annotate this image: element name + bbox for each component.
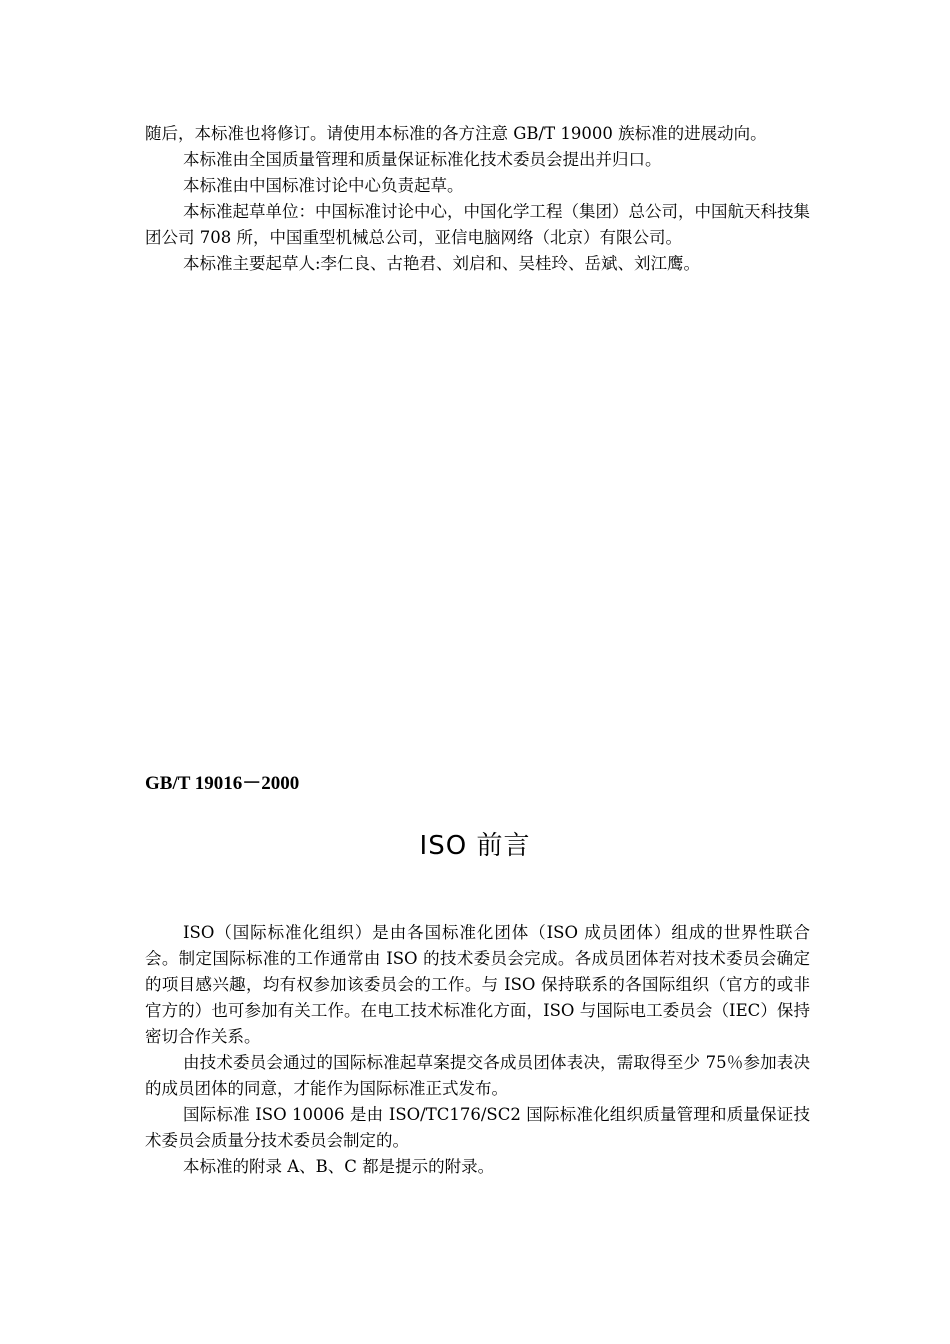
standard-code: GB/T 19016－2000 (145, 773, 300, 794)
paragraph-proposer: 本标准由全国质量管理和质量保证标准化技术委员会提出并归口。 (183, 150, 662, 169)
paragraph-iso-10006: 国际标准 ISO 10006 是由 ISO/TC176/SC2 国际标准化组织质量管理和质量保证技术委员会质量分技术委员会制定的。 (145, 1105, 810, 1150)
iso-foreword-body (145, 920, 810, 1180)
preface-continuation (145, 121, 810, 277)
paragraph-main-drafters: 本标准主要起草人:李仁良、古艳君、刘启和、吴桂玲、岳斌、刘江鹰。 (183, 254, 701, 273)
paragraph-drafter: 本标准由中国标准讨论中心负责起草。 (183, 176, 464, 195)
paragraph-annexes: 本标准的附录 A、B、C 都是提示的附录。 (183, 1157, 495, 1176)
paragraph-drafting-units: 本标准起草单位：中国标准讨论中心，中国化学工程（集团）总公司，中国航天科技集团公司 708 所，中国重型机械总公司，亚信电脑网络（北京）有限公司。 (145, 202, 810, 247)
paragraph-revision-note: 随后，本标准也将修订。请使用本标准的各方注意 GB/T 19000 族标准的进展动向。 (145, 124, 767, 143)
paragraph-voting: 由技术委员会通过的国际标准起草案提交各成员团体表决，需取得至少 75％参加表决的成员团体的同意，才能作为国际标准正式发布。 (145, 1053, 810, 1098)
iso-foreword-title: ISO 前言 (419, 831, 531, 861)
paragraph-iso-intro: ISO（国际标准化组织）是由各国标准化团体（ISO 成员团体）组成的世界性联合会。制定国际标准的工作通常由 ISO 的技术委员会完成。各成员团体若对技术委员会确定的项目感兴趣，均有权参加该委员会的工作。与 ISO 保持联系的各国际组织（官方的或非官方的）也可参加有关工作。在电工技术标准化方面，ISO 与国际电工委员会（IEC）保持密切合作关系。 (145, 923, 810, 1046)
